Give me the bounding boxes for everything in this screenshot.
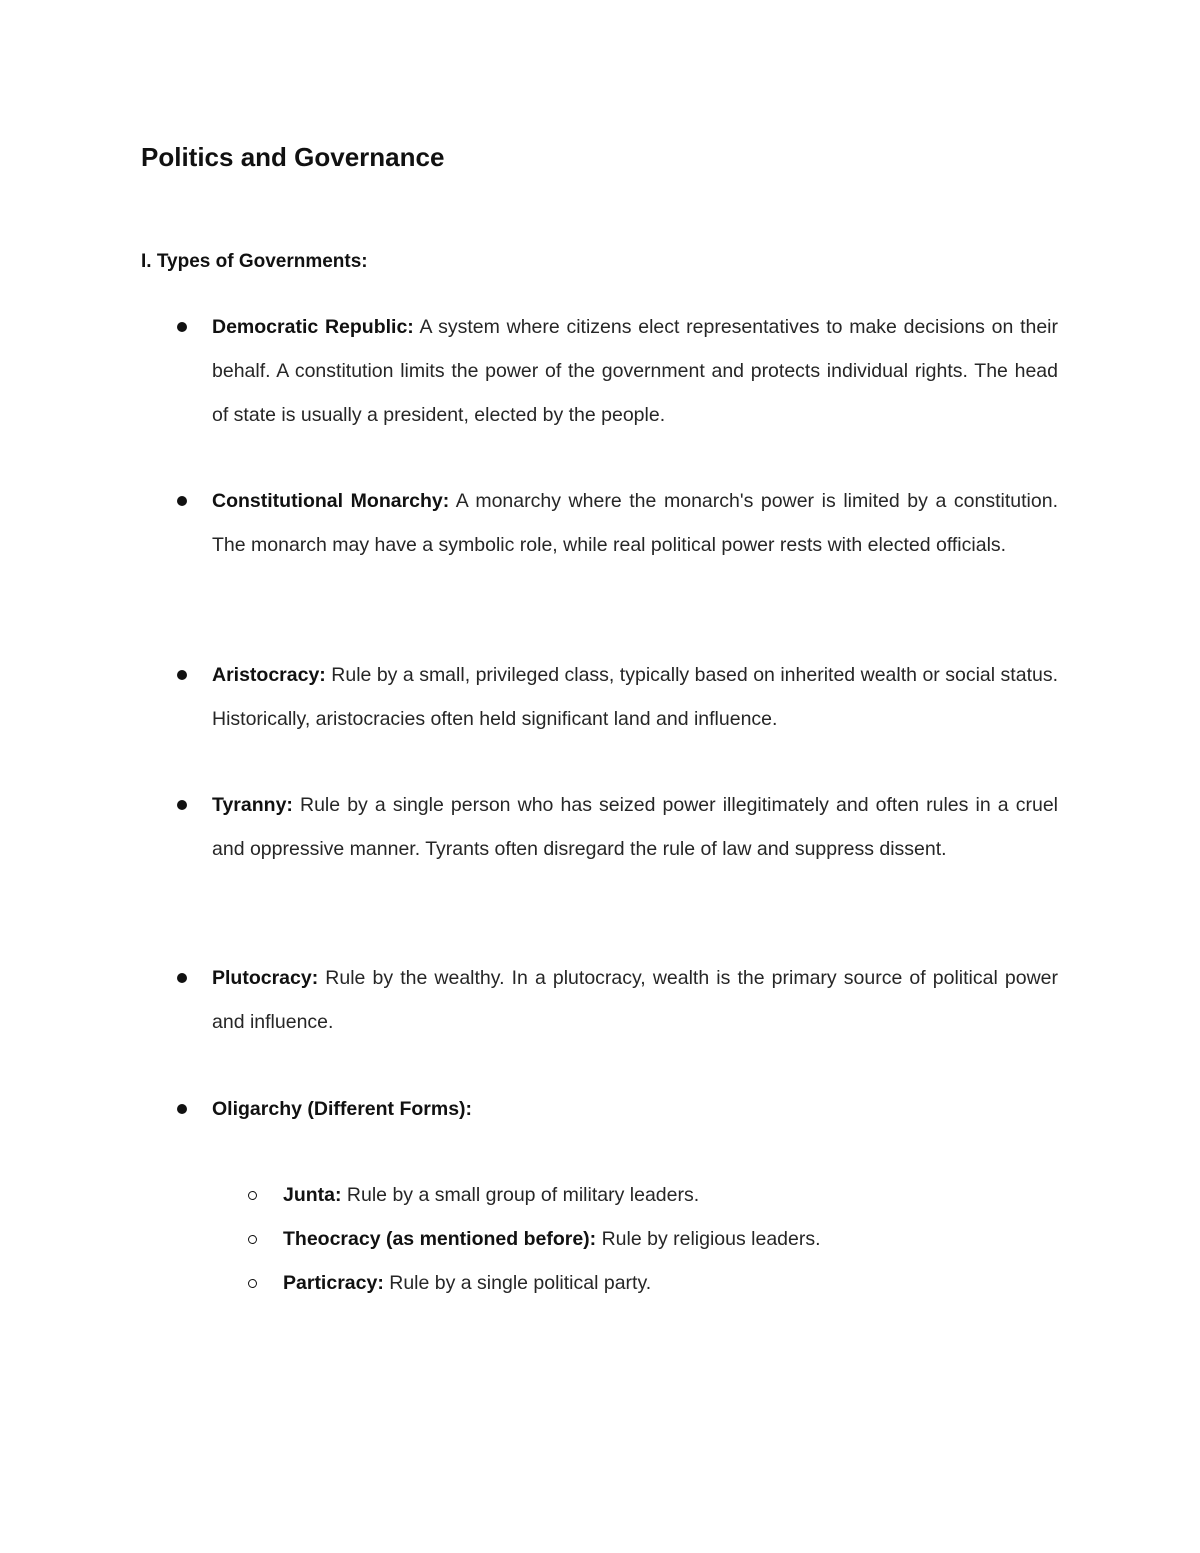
list-item (212, 783, 1058, 871)
item-text: Rule by a small, privileged class, typically based on inherited wealth or social status. Historically, aristocracies often held significant land and influence. (212, 664, 1058, 730)
list-item (212, 956, 1058, 1044)
bullet-icon (177, 670, 187, 680)
sub-item-text: Rule by a small group of military leaders. (341, 1184, 700, 1206)
list-item (212, 305, 1058, 437)
hollow-bullet-icon (248, 1279, 257, 1288)
item-term: Plutocracy: (212, 967, 319, 989)
item-text: A system where citizens elect representatives to make decisions on their behalf. A constitution limits the power of the government and protects individual rights. The head of state is usually a president, elected by the people. (212, 316, 1059, 426)
sub-item-text: Rule by a single political party. (383, 1272, 652, 1294)
sub-item-term: Theocracy (as mentioned before): (283, 1228, 597, 1250)
item-term: Tyranny: (212, 794, 293, 816)
item-term: Constitutional Monarchy: (212, 490, 450, 512)
item-term: Democratic Republic: (212, 316, 414, 338)
page-title: Politics and Governance (141, 142, 445, 172)
bullet-icon (177, 973, 187, 983)
list-item (212, 479, 1058, 567)
list-item (212, 653, 1058, 741)
item-term: Oligarchy (Different Forms): (212, 1098, 473, 1120)
hollow-bullet-icon (248, 1235, 257, 1244)
sub-list-item (283, 1261, 1063, 1305)
sub-item-text: Rule by religious leaders. (596, 1228, 821, 1250)
sub-item-term: Particracy: (283, 1272, 384, 1294)
bullet-icon (177, 1104, 187, 1114)
sub-item-term: Junta: (283, 1184, 342, 1206)
section-heading: I. Types of Governments: (141, 251, 368, 272)
item-text: Rule by a single person who has seized power illegitimately and often rules in a cruel and oppressive manner. Tyrants often disregard the rule of law and suppress dissent. (212, 794, 1058, 860)
hollow-bullet-icon (248, 1191, 257, 1200)
bullet-icon (177, 496, 187, 506)
bullet-icon (177, 322, 187, 332)
list-item (212, 1087, 1058, 1131)
item-text: A monarchy where the monarch's power is limited by a constitution. The monarch may have a symbolic role, while real political power rests with elected officials. (212, 490, 1058, 556)
sub-list-item (283, 1217, 1063, 1261)
bullet-icon (177, 800, 187, 810)
sub-list-item (283, 1173, 1063, 1217)
item-text: Rule by the wealthy. In a plutocracy, wealth is the primary source of political power and influence. (212, 967, 1058, 1033)
item-term: Aristocracy: (212, 664, 326, 686)
